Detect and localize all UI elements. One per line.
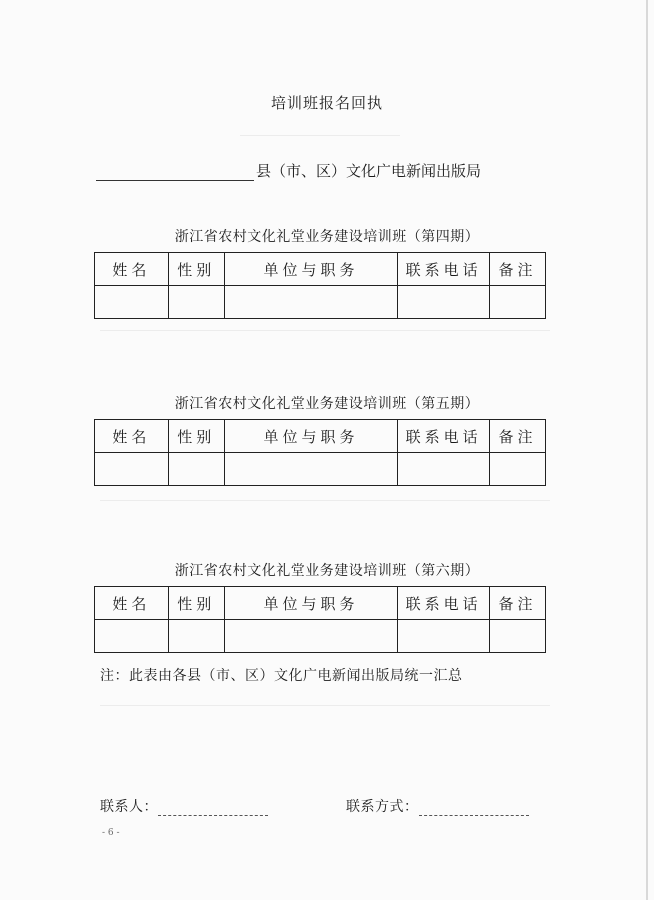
section-title-6: 浙江省农村文化礼堂业务建设培训班（第六期） bbox=[174, 563, 480, 579]
header-gender: 性别 bbox=[168, 587, 224, 620]
page-edge-shadow bbox=[646, 0, 648, 900]
header-name: 姓名 bbox=[95, 587, 169, 620]
name-cell[interactable] bbox=[95, 286, 169, 319]
registration-table-4 bbox=[94, 252, 546, 319]
show-through-rule bbox=[100, 705, 550, 706]
header-unit-position: 单位与职务 bbox=[224, 253, 398, 286]
contact-person bbox=[100, 796, 268, 816]
show-through-rule bbox=[100, 500, 550, 501]
contact-person-blank[interactable] bbox=[158, 803, 268, 816]
remarks-cell[interactable] bbox=[490, 286, 546, 319]
unit-position-cell[interactable] bbox=[224, 286, 398, 319]
header-gender: 性别 bbox=[168, 420, 224, 453]
summary-note: 注：此表由各县（市、区）文化广电新闻出版局统一汇总 bbox=[100, 668, 463, 684]
contact-method bbox=[346, 796, 529, 816]
county-blank-field[interactable] bbox=[96, 165, 254, 181]
header-phone: 联系电话 bbox=[398, 420, 490, 453]
header-remarks: 备注 bbox=[490, 253, 546, 286]
page-number: - 6 - bbox=[102, 828, 120, 838]
contact-method-blank[interactable] bbox=[419, 803, 529, 816]
table-row bbox=[95, 620, 546, 653]
header-remarks: 备注 bbox=[490, 420, 546, 453]
table-header-row bbox=[95, 587, 546, 620]
table-row bbox=[95, 453, 546, 486]
show-through-rule bbox=[100, 330, 550, 331]
registration-table-5 bbox=[94, 419, 546, 486]
remarks-cell[interactable] bbox=[490, 620, 546, 653]
contact-method-label: 联系方式： bbox=[346, 799, 419, 815]
contact-person-label: 联系人： bbox=[100, 799, 158, 815]
name-cell[interactable] bbox=[95, 453, 169, 486]
table-row bbox=[95, 286, 546, 319]
unit-position-cell[interactable] bbox=[224, 620, 398, 653]
table-header-row bbox=[95, 420, 546, 453]
page-title: 培训班报名回执 bbox=[270, 94, 383, 112]
gender-cell[interactable] bbox=[168, 286, 224, 319]
phone-cell[interactable] bbox=[398, 286, 490, 319]
phone-cell[interactable] bbox=[398, 453, 490, 486]
gender-cell[interactable] bbox=[168, 453, 224, 486]
section-title-5: 浙江省农村文化礼堂业务建设培训班（第五期） bbox=[174, 396, 480, 412]
header-unit-position: 单位与职务 bbox=[224, 420, 398, 453]
name-cell[interactable] bbox=[95, 620, 169, 653]
county-line bbox=[96, 160, 481, 181]
gender-cell[interactable] bbox=[168, 620, 224, 653]
header-phone: 联系电话 bbox=[398, 253, 490, 286]
remarks-cell[interactable] bbox=[490, 453, 546, 486]
header-phone: 联系电话 bbox=[398, 587, 490, 620]
county-suffix: 县（市、区）文化广电新闻出版局 bbox=[256, 162, 482, 180]
header-remarks: 备注 bbox=[490, 587, 546, 620]
table-header-row bbox=[95, 253, 546, 286]
show-through-rule bbox=[240, 135, 400, 136]
phone-cell[interactable] bbox=[398, 620, 490, 653]
header-name: 姓名 bbox=[95, 253, 169, 286]
header-unit-position: 单位与职务 bbox=[224, 587, 398, 620]
section-title-4: 浙江省农村文化礼堂业务建设培训班（第四期） bbox=[174, 229, 480, 245]
header-gender: 性别 bbox=[168, 253, 224, 286]
registration-table-6 bbox=[94, 586, 546, 653]
unit-position-cell[interactable] bbox=[224, 453, 398, 486]
header-name: 姓名 bbox=[95, 420, 169, 453]
